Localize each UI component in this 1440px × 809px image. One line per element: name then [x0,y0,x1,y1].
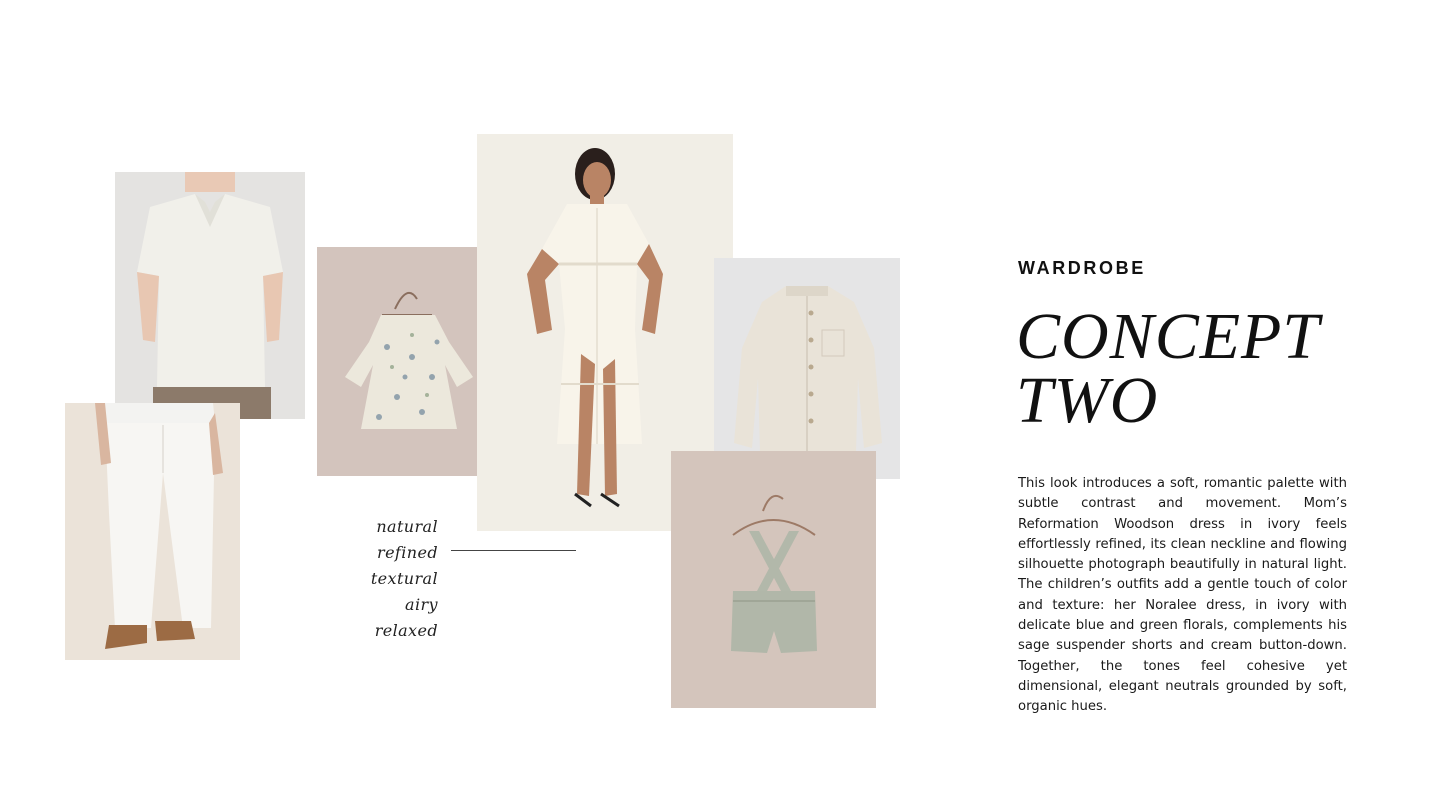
mens-knit-polo-photo [115,172,305,419]
divider-line [451,550,576,551]
mood-word: refined [377,543,438,562]
section-kicker: WARDROBE [1018,258,1146,278]
boys-linen-shirt-photo [714,258,900,479]
mood-word: natural [376,517,438,536]
mood-word: airy [405,595,438,614]
boys-sage-suspender-shorts-photo [671,451,876,708]
mood-word: textural [370,569,438,588]
description-paragraph: This look introduces a soft, romantic palette with subtle contrast and movement. Mom’s Reformation Woodson dress in ivory feels effortlessly refined, its clean neckline and flowing silhouette photograph beautifully in natural light. The children’s outfits add a gentle touch of color and texture: her Noralee dress, in ivory with delicate blue and green florals, complements his sage suspender shorts and cream button-down. Together, the tones feel cohesive yet dimensional, elegant neutrals grounded by soft, organic hues. [1018,476,1347,715]
mood-word-list [340,514,438,644]
girls-floral-dress-photo [317,247,500,476]
page-title-line2: TWO [1016,364,1159,437]
mood-word: relaxed [374,621,438,640]
page-title-line1: CONCEPT [1016,300,1321,373]
mens-white-pants-photo [65,403,240,660]
page-title [1016,300,1356,437]
